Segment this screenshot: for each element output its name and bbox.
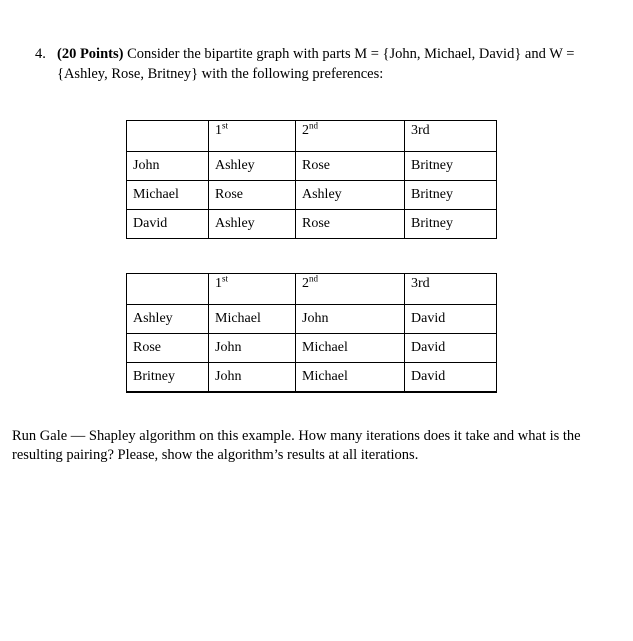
pref-1-cell: Rose — [209, 181, 296, 210]
header-cell-1st — [209, 274, 296, 305]
row-name-cell: John — [127, 152, 209, 181]
header-2nd-base: 2 — [302, 123, 309, 138]
row-name-cell: Ashley — [127, 305, 209, 334]
pref-2-cell: Michael — [296, 363, 405, 392]
pref-2-cell: Ashley — [296, 181, 405, 210]
men-preferences-table — [126, 120, 497, 239]
pref-3-cell: Britney — [405, 152, 497, 181]
pref-1-cell: John — [209, 334, 296, 363]
problem-line-2: {Ashley, Rose, Britney} with the following preferences: — [57, 66, 384, 82]
table-row — [127, 334, 497, 363]
problem-number: 4. — [35, 46, 46, 62]
pref-3-cell: David — [405, 363, 497, 392]
table-row — [127, 305, 497, 334]
table-row — [127, 363, 497, 392]
header-2nd-sup: nd — [309, 273, 318, 284]
pref-2-cell: Rose — [296, 152, 405, 181]
pref-2-cell: Rose — [296, 210, 405, 239]
header-2nd-base: 2 — [302, 276, 309, 291]
pref-3-cell: Britney — [405, 210, 497, 239]
pref-2-cell: John — [296, 305, 405, 334]
row-name-cell: Rose — [127, 334, 209, 363]
table-header-row — [127, 121, 497, 152]
header-1st-sup: st — [222, 120, 229, 131]
problem-intro-text: Consider the bipartite graph with parts M = {John, Michael, David} and W = — [123, 46, 575, 62]
question-text: Run Gale — Shapley algorithm on this example. How many iterations does it take and what is the resulting pairing? Please, show the algorithm’s results at all iterations. — [12, 428, 581, 463]
pref-3-cell: Britney — [405, 181, 497, 210]
header-cell-empty — [127, 121, 209, 152]
header-cell-3rd: 3rd — [405, 274, 497, 305]
table-row — [127, 210, 497, 239]
header-cell-1st — [209, 121, 296, 152]
header-1st-base: 1 — [215, 276, 222, 291]
pref-1-cell: Ashley — [209, 152, 296, 181]
pref-1-cell: Ashley — [209, 210, 296, 239]
table-row — [127, 181, 497, 210]
header-2nd-sup: nd — [309, 120, 318, 131]
pref-2-cell: Michael — [296, 334, 405, 363]
row-name-cell: David — [127, 210, 209, 239]
header-cell-empty — [127, 274, 209, 305]
pref-1-cell: Michael — [209, 305, 296, 334]
problem-line-1 — [35, 44, 615, 64]
pref-1-cell: John — [209, 363, 296, 392]
pref-3-cell: David — [405, 305, 497, 334]
problem-points: (20 Points) — [57, 46, 124, 62]
women-preferences-table — [126, 273, 497, 393]
header-1st-base: 1 — [215, 123, 222, 138]
problem-statement — [35, 44, 615, 84]
header-cell-3rd: 3rd — [405, 121, 497, 152]
row-name-cell: Michael — [127, 181, 209, 210]
table-row — [127, 152, 497, 181]
header-1st-sup: st — [222, 273, 229, 284]
row-name-cell: Britney — [127, 363, 209, 392]
header-cell-2nd — [296, 121, 405, 152]
header-cell-2nd — [296, 274, 405, 305]
pref-3-cell: David — [405, 334, 497, 363]
table-header-row — [127, 274, 497, 305]
